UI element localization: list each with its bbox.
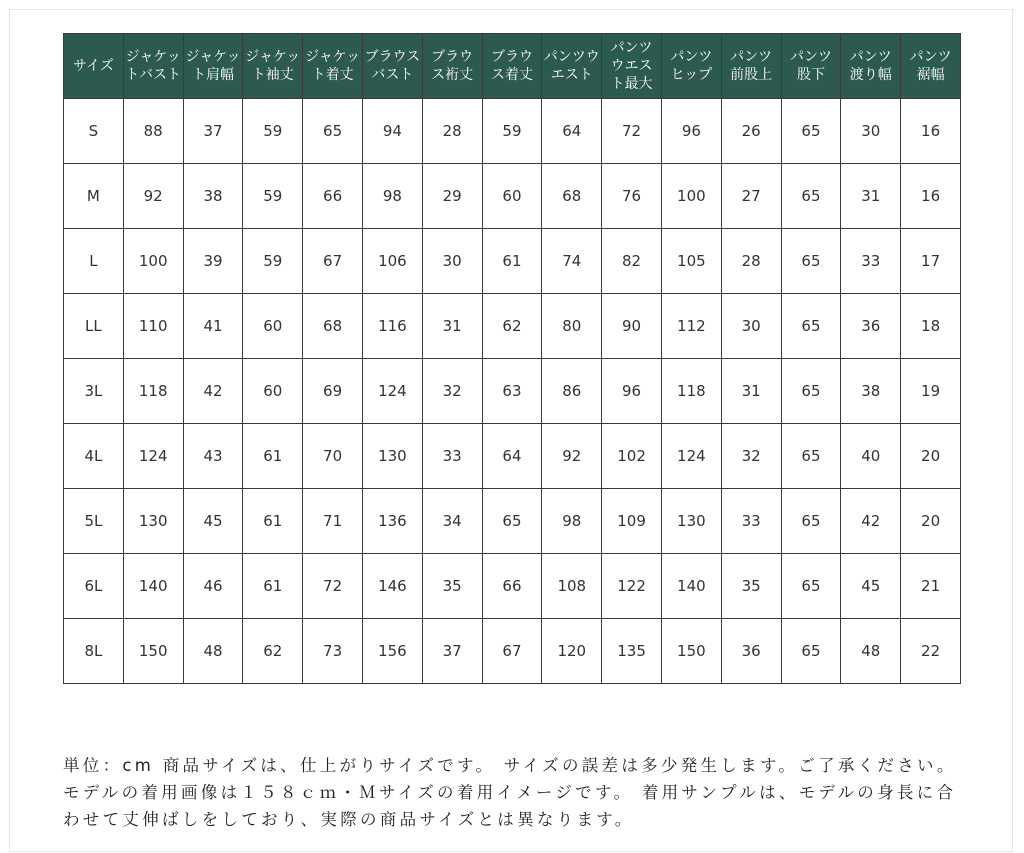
column-header: ジャケッ ト着丈	[303, 34, 363, 99]
measurement-cell: 38	[183, 164, 243, 229]
column-header: ジャケッ ト肩幅	[183, 34, 243, 99]
table-row	[64, 489, 961, 554]
measurement-cell: 37	[422, 619, 482, 684]
measurement-cell: 66	[482, 554, 542, 619]
measurement-cell: 32	[721, 424, 781, 489]
measurement-cell: 31	[721, 359, 781, 424]
measurement-cell: 130	[661, 489, 721, 554]
measurement-cell: 136	[362, 489, 422, 554]
size-label-cell: L	[64, 229, 124, 294]
measurement-cell: 88	[123, 99, 183, 164]
table-row	[64, 294, 961, 359]
measurement-cell: 90	[602, 294, 662, 359]
measurement-cell: 16	[901, 164, 961, 229]
measurement-cell: 34	[422, 489, 482, 554]
measurement-cell: 39	[183, 229, 243, 294]
measurement-cell: 72	[602, 99, 662, 164]
column-header: ジャケッ トバスト	[123, 34, 183, 99]
column-header: パンツウ エスト	[542, 34, 602, 99]
measurement-cell: 65	[781, 164, 841, 229]
measurement-cell: 45	[183, 489, 243, 554]
measurement-cell: 17	[901, 229, 961, 294]
measurement-cell: 59	[243, 164, 303, 229]
measurement-cell: 70	[303, 424, 363, 489]
measurement-cell: 130	[362, 424, 422, 489]
measurement-cell: 68	[542, 164, 602, 229]
size-label-cell: 6L	[64, 554, 124, 619]
measurement-cell: 120	[542, 619, 602, 684]
measurement-cell: 19	[901, 359, 961, 424]
measurement-cell: 92	[123, 164, 183, 229]
table-row	[64, 424, 961, 489]
measurement-cell: 64	[482, 424, 542, 489]
size-label-cell: 3L	[64, 359, 124, 424]
measurement-cell: 80	[542, 294, 602, 359]
size-label-cell: 8L	[64, 619, 124, 684]
measurement-cell: 61	[243, 489, 303, 554]
measurement-cell: 65	[781, 359, 841, 424]
measurement-cell: 106	[362, 229, 422, 294]
measurement-cell: 65	[303, 99, 363, 164]
measurement-cell: 94	[362, 99, 422, 164]
table-row	[64, 619, 961, 684]
measurement-cell: 22	[901, 619, 961, 684]
measurement-cell: 62	[243, 619, 303, 684]
measurement-cell: 31	[841, 164, 901, 229]
measurement-cell: 118	[123, 359, 183, 424]
measurement-cell: 73	[303, 619, 363, 684]
measurement-cell: 110	[123, 294, 183, 359]
measurement-cell: 86	[542, 359, 602, 424]
size-label-cell: M	[64, 164, 124, 229]
measurement-cell: 33	[841, 229, 901, 294]
measurement-cell: 59	[482, 99, 542, 164]
measurement-cell: 150	[661, 619, 721, 684]
measurement-cell: 102	[602, 424, 662, 489]
measurement-cell: 124	[661, 424, 721, 489]
measurement-cell: 146	[362, 554, 422, 619]
measurement-cell: 124	[362, 359, 422, 424]
column-header: パンツ 股下	[781, 34, 841, 99]
measurement-cell: 124	[123, 424, 183, 489]
measurement-cell: 59	[243, 229, 303, 294]
measurement-cell: 61	[243, 554, 303, 619]
table-row	[64, 229, 961, 294]
measurement-cell: 21	[901, 554, 961, 619]
measurement-cell: 38	[841, 359, 901, 424]
column-header: ブラウ ス裄丈	[422, 34, 482, 99]
column-header: パンツ 裾幅	[901, 34, 961, 99]
measurement-cell: 92	[542, 424, 602, 489]
column-header: パンツ ウエス ト最大	[602, 34, 662, 99]
measurement-cell: 65	[781, 489, 841, 554]
column-header: パンツ ヒップ	[661, 34, 721, 99]
column-header: ジャケッ ト袖丈	[243, 34, 303, 99]
size-label-cell: LL	[64, 294, 124, 359]
measurement-cell: 18	[901, 294, 961, 359]
measurement-cell: 67	[303, 229, 363, 294]
measurement-cell: 60	[243, 294, 303, 359]
size-label-cell: 4L	[64, 424, 124, 489]
measurement-cell: 67	[482, 619, 542, 684]
measurement-cell: 60	[243, 359, 303, 424]
measurement-cell: 69	[303, 359, 363, 424]
measurement-cell: 65	[781, 229, 841, 294]
measurement-cell: 31	[422, 294, 482, 359]
measurement-cell: 135	[602, 619, 662, 684]
measurement-cell: 36	[721, 619, 781, 684]
column-header: パンツ 渡り幅	[841, 34, 901, 99]
measurement-cell: 61	[243, 424, 303, 489]
column-header: ブラウ ス着丈	[482, 34, 542, 99]
measurement-cell: 96	[661, 99, 721, 164]
size-chart-table	[63, 33, 961, 684]
table-row	[64, 164, 961, 229]
measurement-cell: 42	[841, 489, 901, 554]
measurement-cell: 35	[721, 554, 781, 619]
measurement-cell: 64	[542, 99, 602, 164]
measurement-cell: 130	[123, 489, 183, 554]
measurement-cell: 100	[661, 164, 721, 229]
measurement-cell: 33	[422, 424, 482, 489]
measurement-cell: 41	[183, 294, 243, 359]
table-row	[64, 554, 961, 619]
column-header: パンツ 前股上	[721, 34, 781, 99]
measurement-cell: 16	[901, 99, 961, 164]
measurement-cell: 150	[123, 619, 183, 684]
measurement-cell: 43	[183, 424, 243, 489]
measurement-cell: 109	[602, 489, 662, 554]
measurement-cell: 82	[602, 229, 662, 294]
measurement-cell: 140	[661, 554, 721, 619]
measurement-cell: 98	[362, 164, 422, 229]
measurement-cell: 108	[542, 554, 602, 619]
measurement-cell: 20	[901, 489, 961, 554]
table-body	[64, 99, 961, 684]
header-row	[64, 34, 961, 99]
measurement-cell: 20	[901, 424, 961, 489]
measurement-cell: 63	[482, 359, 542, 424]
measurement-cell: 65	[781, 99, 841, 164]
measurement-cell: 36	[841, 294, 901, 359]
table-row	[64, 99, 961, 164]
measurement-cell: 68	[303, 294, 363, 359]
size-label-cell: 5L	[64, 489, 124, 554]
measurement-cell: 100	[123, 229, 183, 294]
measurement-cell: 96	[602, 359, 662, 424]
measurement-cell: 29	[422, 164, 482, 229]
measurement-cell: 40	[841, 424, 901, 489]
measurement-cell: 48	[841, 619, 901, 684]
measurement-cell: 71	[303, 489, 363, 554]
measurement-cell: 74	[542, 229, 602, 294]
column-header: ブラウス バスト	[362, 34, 422, 99]
measurement-cell: 30	[841, 99, 901, 164]
table-row	[64, 359, 961, 424]
size-note: 単位：cm 商品サイズは、仕上がりサイズです。 サイズの誤差は多少発生します。ご了承ください。 モデルの着用画像は１５８ｃｍ・Ｍサイズの着用イメージです。 着用サンプルは、モデルの身長に合わせて丈伸ばしをしており、実際の商品サイズとは異なります。	[63, 756, 957, 829]
column-header: サイズ	[64, 34, 124, 99]
measurement-cell: 42	[183, 359, 243, 424]
measurement-cell: 48	[183, 619, 243, 684]
measurement-cell: 140	[123, 554, 183, 619]
measurement-cell: 156	[362, 619, 422, 684]
measurement-cell: 65	[781, 619, 841, 684]
measurement-cell: 105	[661, 229, 721, 294]
measurement-cell: 76	[602, 164, 662, 229]
measurement-cell: 62	[482, 294, 542, 359]
measurement-cell: 32	[422, 359, 482, 424]
measurement-cell: 27	[721, 164, 781, 229]
measurement-cell: 112	[661, 294, 721, 359]
measurement-cell: 65	[781, 554, 841, 619]
measurement-cell: 122	[602, 554, 662, 619]
measurement-cell: 33	[721, 489, 781, 554]
measurement-cell: 37	[183, 99, 243, 164]
measurement-cell: 35	[422, 554, 482, 619]
measurement-cell: 30	[422, 229, 482, 294]
measurement-cell: 45	[841, 554, 901, 619]
measurement-cell: 118	[661, 359, 721, 424]
measurement-cell: 60	[482, 164, 542, 229]
measurement-cell: 65	[482, 489, 542, 554]
measurement-cell: 28	[721, 229, 781, 294]
measurement-cell: 46	[183, 554, 243, 619]
measurement-cell: 30	[721, 294, 781, 359]
measurement-cell: 66	[303, 164, 363, 229]
measurement-cell: 28	[422, 99, 482, 164]
measurement-cell: 65	[781, 294, 841, 359]
measurement-cell: 72	[303, 554, 363, 619]
measurement-cell: 26	[721, 99, 781, 164]
size-label-cell: S	[64, 99, 124, 164]
measurement-cell: 116	[362, 294, 422, 359]
measurement-cell: 65	[781, 424, 841, 489]
measurement-cell: 98	[542, 489, 602, 554]
measurement-cell: 59	[243, 99, 303, 164]
measurement-cell: 61	[482, 229, 542, 294]
